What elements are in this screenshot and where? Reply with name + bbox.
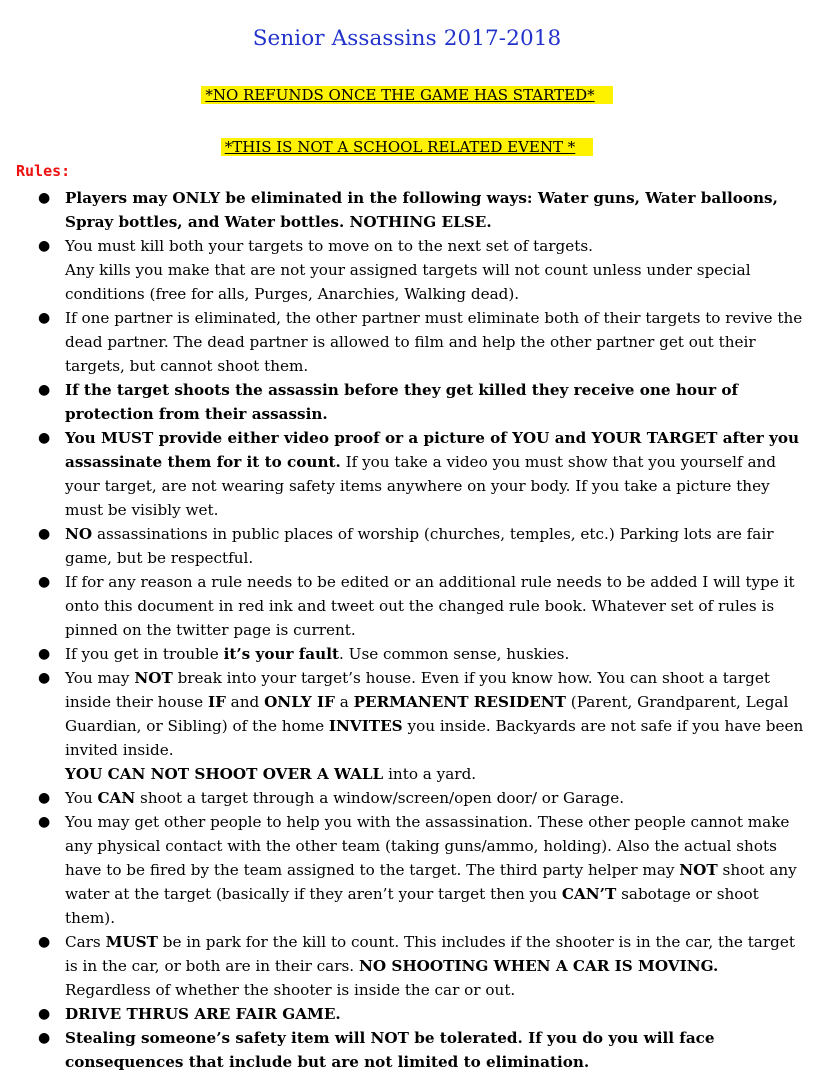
rule-text: You may <box>65 669 135 687</box>
rule-text: You <box>65 789 98 807</box>
rule-item <box>0 570 814 642</box>
rule-text: assassinations in public places of worship (churches, temples, etc.) Parking lots are fair game, but be respectful. <box>65 525 774 567</box>
rule-text-bold: PERMANENT RESIDENT <box>353 693 566 711</box>
rule-item <box>0 234 814 306</box>
rule-text: (Parent, Grandparent, Legal Guardian, or Sibling) of the home <box>65 693 789 735</box>
rule-text: shoot any water at the target (basically if they aren’t your target then you <box>65 861 797 903</box>
bullet-icon: ● <box>38 1030 51 1046</box>
rule-item <box>0 522 814 570</box>
rule-text: You must kill both your targets to move on to the next set of targets. <box>65 237 593 255</box>
rule-text-bold: MUST <box>105 933 158 951</box>
rule-text: you inside. Backyards are not safe if you have been invited inside. <box>65 717 804 759</box>
rule-text-bold: You MUST provide either video proof or a picture of YOU and YOUR TARGET after you assassinate them for it to count. <box>65 429 800 471</box>
bullet-icon: ● <box>38 646 51 662</box>
rule-text: If you get in trouble <box>65 645 224 663</box>
rule-text-bold: ONLY IF <box>264 693 335 711</box>
bullet-icon: ● <box>38 790 51 806</box>
rule-text-bold: NO <box>65 525 93 543</box>
rule-item <box>0 1026 814 1074</box>
rule-item <box>0 642 814 666</box>
bullet-icon: ● <box>38 934 51 950</box>
rule-text: into a yard. <box>383 765 477 783</box>
rule-item <box>0 378 814 426</box>
rule-text-bold: INVITES <box>328 717 403 735</box>
rule-item <box>0 930 814 1002</box>
rule-item <box>0 186 814 234</box>
bullet-icon: ● <box>38 670 51 686</box>
rule-text: . Use common sense, huskies. <box>338 645 570 663</box>
rule-text: break into your target’s house. Even if you know how. You can shoot a target inside their house <box>65 669 770 711</box>
rule-text: Cars <box>65 933 106 951</box>
rule-text-bold: NO SHOOTING WHEN A CAR IS MOVING. <box>358 957 719 975</box>
rule-text: You may get other people to help you with the assassination. These other people cannot make any physical contact with the other team (taking guns/ammo, holding). Also the actual shots have to be fired by the team assigned to the target. The third party helper may <box>65 813 790 879</box>
rule-text-bold: NOT <box>679 861 718 879</box>
rule-text: be in park for the kill to count. This includes if the shooter is in the car, the target is in the car, or both are in their cars. <box>65 933 795 975</box>
rule-text: a <box>334 693 354 711</box>
rule-text-bold: DRIVE THRUS ARE FAIR GAME. <box>65 1005 341 1023</box>
rule-item <box>0 786 814 810</box>
rule-text: shoot a target through a window/screen/open door/ or Garage. <box>135 789 625 807</box>
bullet-icon: ● <box>38 310 51 326</box>
rule-text-bold: NOT <box>134 669 173 687</box>
bullet-icon: ● <box>38 526 51 542</box>
rule-item <box>0 1002 814 1026</box>
rule-item <box>0 666 814 786</box>
bullet-icon: ● <box>38 574 51 590</box>
rule-text: If one partner is eliminated, the other partner must eliminate both of their targets to revive the dead partner. The dead partner is allowed to film and help the other partner get out their targets, but cannot shoot them. <box>65 309 803 375</box>
rule-text: Regardless of whether the shooter is inside the car or out. <box>65 981 516 999</box>
bullet-icon: ● <box>38 814 51 830</box>
rule-text-bold: CAN’T <box>561 885 617 903</box>
rules-heading: Rules: <box>16 162 71 180</box>
rule-text-bold: Players may ONLY be eliminated in the following ways: Water guns, Water balloons, Spray bottles, and Water bottles. NOTHING ELSE. <box>65 189 778 231</box>
rules-list <box>0 186 814 1074</box>
rule-text-bold: it’s your fault <box>223 645 339 663</box>
rule-text: and <box>225 693 265 711</box>
rule-text-bold: Stealing someone’s safety item will NOT be tolerated. If you do you will face consequences that include but are not limited to elimination. <box>65 1029 715 1071</box>
rule-text-bold: YOU CAN NOT SHOOT OVER A WALL <box>65 765 384 783</box>
rule-text-bold: IF <box>207 693 226 711</box>
bullet-icon: ● <box>38 238 51 254</box>
bullet-icon: ● <box>38 430 51 446</box>
notice-no-refunds <box>0 84 814 106</box>
rule-text-bold: If the target shoots the assassin before they get killed they receive one hour of protection from their assassin. <box>65 381 739 423</box>
notice-not-school-event-text: *THIS IS NOT A SCHOOL RELATED EVENT * <box>221 138 594 156</box>
rule-item <box>0 810 814 930</box>
bullet-icon: ● <box>38 382 51 398</box>
bullet-icon: ● <box>38 1006 51 1022</box>
rule-text: sabotage or shoot them). <box>65 885 759 927</box>
rule-item <box>0 306 814 378</box>
rule-text: If you take a video you must show that you yourself and your target, are not wearing safety items anywhere on your body. If you take a picture they must be visibly wet. <box>65 453 776 519</box>
notice-no-refunds-text: *NO REFUNDS ONCE THE GAME HAS STARTED* <box>201 86 612 104</box>
rule-item <box>0 426 814 522</box>
rule-text-bold: CAN <box>97 789 136 807</box>
document-title: Senior Assassins 2017-2018 <box>252 26 562 51</box>
notice-not-school-event <box>0 136 814 158</box>
rule-text: If for any reason a rule needs to be edited or an additional rule needs to be added I will type it onto this document in red ink and tweet out the changed rule book. Whatever set of rules is pinned on the twitter page is current. <box>65 573 795 639</box>
rule-text: Any kills you make that are not your assigned targets will not count unless under special conditions (free for alls, Purges, Anarchies, Walking dead). <box>65 261 751 303</box>
bullet-icon: ● <box>38 190 51 206</box>
